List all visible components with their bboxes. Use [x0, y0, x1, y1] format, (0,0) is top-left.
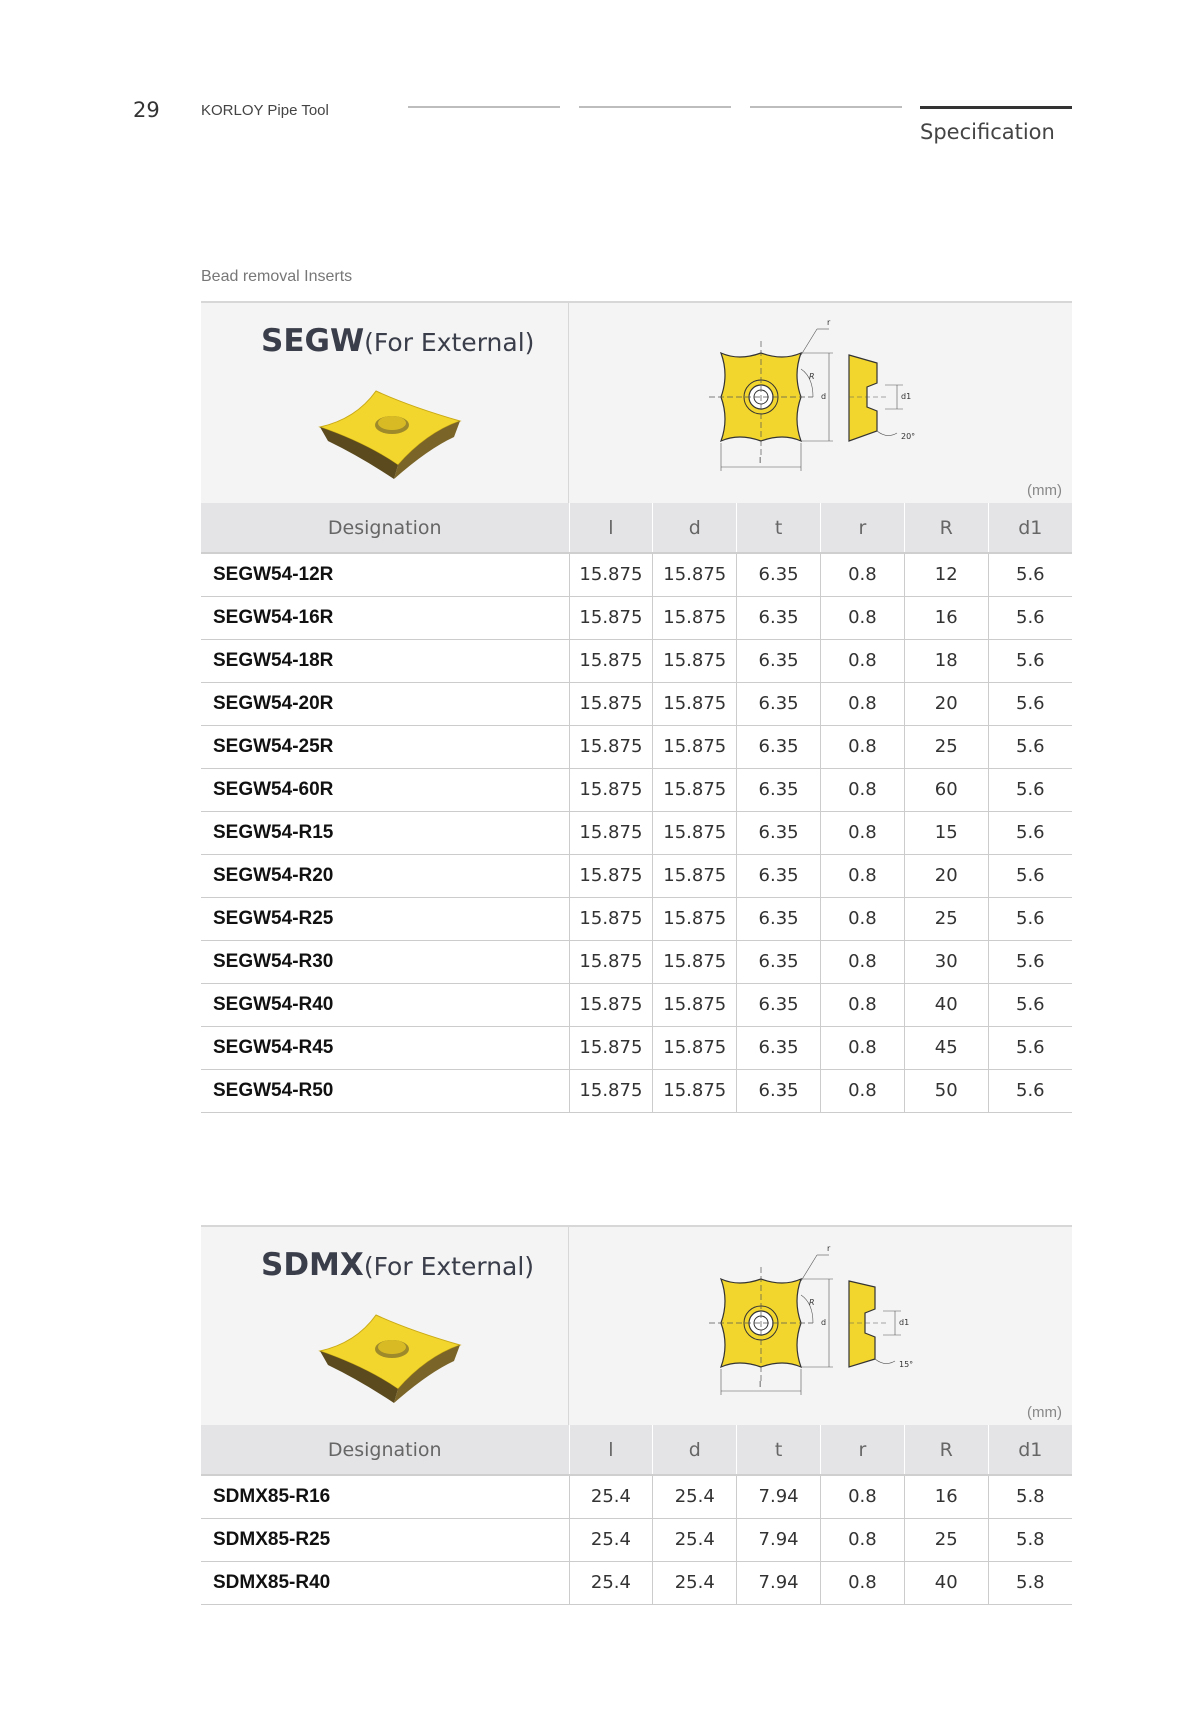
- column-header: Designation: [201, 503, 569, 553]
- value-cell: 15.875: [653, 596, 737, 639]
- value-cell: 6.35: [737, 897, 821, 940]
- table-row: [201, 1026, 1072, 1069]
- value-cell: 15.875: [569, 725, 653, 768]
- designation-cell: SDMX85-R16: [201, 1475, 569, 1518]
- table-row: [201, 854, 1072, 897]
- insert-image: [316, 383, 466, 493]
- value-cell: 15.875: [569, 854, 653, 897]
- value-cell: 0.8: [820, 940, 904, 983]
- value-cell: 6.35: [737, 682, 821, 725]
- table-row: [201, 553, 1072, 596]
- value-cell: 18: [904, 639, 988, 682]
- table-body: [201, 553, 1072, 1112]
- unit-label: (mm): [1027, 482, 1062, 499]
- value-cell: 15.875: [653, 639, 737, 682]
- value-cell: 25: [904, 1518, 988, 1561]
- product-segw: [201, 301, 1072, 1113]
- dim-label-R: R: [809, 1298, 815, 1307]
- product-info: [201, 303, 569, 503]
- value-cell: 25: [904, 897, 988, 940]
- value-cell: 15.875: [653, 1026, 737, 1069]
- value-cell: 5.6: [988, 725, 1072, 768]
- designation-cell: SEGW54-60R: [201, 768, 569, 811]
- product-suffix: (For External): [364, 328, 535, 357]
- value-cell: 0.8: [820, 596, 904, 639]
- value-cell: 5.6: [988, 768, 1072, 811]
- value-cell: 0.8: [820, 1475, 904, 1518]
- table-row: [201, 940, 1072, 983]
- technical-drawing: [709, 1239, 969, 1419]
- designation-cell: SEGW54-R15: [201, 811, 569, 854]
- value-cell: 7.94: [737, 1475, 821, 1518]
- technical-drawing-area: [569, 303, 1072, 503]
- value-cell: 15.875: [569, 639, 653, 682]
- table-row: [201, 1518, 1072, 1561]
- product-sdmx: [201, 1225, 1072, 1605]
- designation-cell: SEGW54-16R: [201, 596, 569, 639]
- dim-label-d: d: [821, 1318, 827, 1327]
- table-row: [201, 1069, 1072, 1112]
- value-cell: 0.8: [820, 897, 904, 940]
- value-cell: 15.875: [569, 983, 653, 1026]
- product-title: [261, 323, 534, 359]
- table-row: [201, 639, 1072, 682]
- designation-cell: SDMX85-R40: [201, 1561, 569, 1604]
- column-header: l: [569, 1425, 653, 1475]
- dim-label-r: r: [827, 1244, 831, 1253]
- value-cell: 6.35: [737, 854, 821, 897]
- dim-label-d1: d1: [901, 392, 912, 401]
- table-header-row: [201, 503, 1072, 553]
- column-header: l: [569, 503, 653, 553]
- value-cell: 0.8: [820, 1518, 904, 1561]
- dim-label-r: r: [827, 318, 831, 327]
- section-label: Bead removal Inserts: [201, 268, 353, 285]
- value-cell: 25: [904, 725, 988, 768]
- table-row: [201, 897, 1072, 940]
- value-cell: 5.8: [988, 1561, 1072, 1604]
- table-row: [201, 983, 1072, 1026]
- value-cell: 5.8: [988, 1475, 1072, 1518]
- table-row: [201, 725, 1072, 768]
- value-cell: 0.8: [820, 983, 904, 1026]
- product-title: [261, 1247, 534, 1283]
- nav-divider: [750, 106, 902, 108]
- dim-label-l: l: [759, 1380, 762, 1389]
- product-code: SDMX: [261, 1247, 364, 1283]
- value-cell: 25.4: [653, 1475, 737, 1518]
- spec-table: [201, 503, 1072, 1113]
- value-cell: 15.875: [653, 854, 737, 897]
- value-cell: 5.6: [988, 940, 1072, 983]
- value-cell: 15.875: [569, 553, 653, 596]
- table-row: [201, 682, 1072, 725]
- product-header: [201, 301, 1072, 503]
- column-header: r: [820, 503, 904, 553]
- value-cell: 25.4: [653, 1561, 737, 1604]
- unit-label: (mm): [1027, 1404, 1062, 1421]
- value-cell: 6.35: [737, 1026, 821, 1069]
- value-cell: 0.8: [820, 1561, 904, 1604]
- value-cell: 5.8: [988, 1518, 1072, 1561]
- value-cell: 5.6: [988, 639, 1072, 682]
- value-cell: 7.94: [737, 1518, 821, 1561]
- table-row: [201, 1475, 1072, 1518]
- table-row: [201, 811, 1072, 854]
- value-cell: 15.875: [653, 553, 737, 596]
- value-cell: 16: [904, 1475, 988, 1518]
- value-cell: 15.875: [569, 596, 653, 639]
- value-cell: 40: [904, 983, 988, 1026]
- value-cell: 20: [904, 854, 988, 897]
- column-header: t: [737, 1425, 821, 1475]
- value-cell: 15: [904, 811, 988, 854]
- value-cell: 15.875: [653, 983, 737, 1026]
- value-cell: 6.35: [737, 1069, 821, 1112]
- value-cell: 7.94: [737, 1561, 821, 1604]
- value-cell: 0.8: [820, 811, 904, 854]
- value-cell: 6.35: [737, 639, 821, 682]
- dim-label-d: d: [821, 392, 827, 401]
- table-row: [201, 596, 1072, 639]
- value-cell: 25.4: [569, 1561, 653, 1604]
- column-header: R: [904, 1425, 988, 1475]
- column-header: r: [820, 1425, 904, 1475]
- value-cell: 5.6: [988, 897, 1072, 940]
- value-cell: 5.6: [988, 811, 1072, 854]
- value-cell: 25.4: [569, 1518, 653, 1561]
- value-cell: 0.8: [820, 854, 904, 897]
- table-row: [201, 768, 1072, 811]
- column-header: d: [653, 503, 737, 553]
- nav-divider: [579, 106, 731, 108]
- technical-drawing: [709, 315, 969, 495]
- designation-cell: SEGW54-20R: [201, 682, 569, 725]
- value-cell: 0.8: [820, 1069, 904, 1112]
- value-cell: 0.8: [820, 768, 904, 811]
- designation-cell: SEGW54-R40: [201, 983, 569, 1026]
- value-cell: 6.35: [737, 725, 821, 768]
- value-cell: 5.6: [988, 854, 1072, 897]
- designation-cell: SEGW54-R50: [201, 1069, 569, 1112]
- column-header: d: [653, 1425, 737, 1475]
- insert-image: [316, 1307, 466, 1417]
- value-cell: 5.6: [988, 983, 1072, 1026]
- page-number: 29: [133, 98, 160, 122]
- value-cell: 60: [904, 768, 988, 811]
- value-cell: 0.8: [820, 553, 904, 596]
- product-info: [201, 1227, 569, 1425]
- designation-cell: SEGW54-R30: [201, 940, 569, 983]
- column-header: d1: [988, 503, 1072, 553]
- value-cell: 15.875: [653, 897, 737, 940]
- nav-divider-active: [920, 106, 1072, 109]
- designation-cell: SEGW54-R25: [201, 897, 569, 940]
- designation-cell: SEGW54-R45: [201, 1026, 569, 1069]
- value-cell: 30: [904, 940, 988, 983]
- table-row: [201, 1561, 1072, 1604]
- value-cell: 25.4: [653, 1518, 737, 1561]
- value-cell: 15.875: [653, 725, 737, 768]
- value-cell: 0.8: [820, 725, 904, 768]
- dim-label-angle: 15°: [899, 1360, 914, 1369]
- value-cell: 0.8: [820, 639, 904, 682]
- designation-cell: SEGW54-25R: [201, 725, 569, 768]
- value-cell: 0.8: [820, 682, 904, 725]
- value-cell: 50: [904, 1069, 988, 1112]
- table-body: [201, 1475, 1072, 1604]
- value-cell: 15.875: [653, 768, 737, 811]
- designation-cell: SEGW54-R20: [201, 854, 569, 897]
- product-suffix: (For External): [363, 1252, 535, 1281]
- brand-name: KORLOY Pipe Tool: [201, 102, 329, 119]
- value-cell: 15.875: [569, 682, 653, 725]
- nav-section-specification[interactable]: Specification: [920, 120, 1055, 144]
- value-cell: 15.875: [653, 1069, 737, 1112]
- value-cell: 6.35: [737, 596, 821, 639]
- value-cell: 12: [904, 553, 988, 596]
- dim-label-d1: d1: [899, 1318, 910, 1327]
- value-cell: 6.35: [737, 983, 821, 1026]
- value-cell: 15.875: [569, 811, 653, 854]
- value-cell: 5.6: [988, 596, 1072, 639]
- value-cell: 6.35: [737, 940, 821, 983]
- value-cell: 15.875: [653, 940, 737, 983]
- value-cell: 40: [904, 1561, 988, 1604]
- value-cell: 15.875: [569, 897, 653, 940]
- column-header: d1: [988, 1425, 1072, 1475]
- designation-cell: SDMX85-R25: [201, 1518, 569, 1561]
- nav-divider: [408, 106, 560, 108]
- dim-label-R: R: [809, 372, 815, 381]
- value-cell: 15.875: [569, 940, 653, 983]
- value-cell: 5.6: [988, 682, 1072, 725]
- dim-label-l: l: [759, 456, 762, 465]
- technical-drawing-area: [569, 1227, 1072, 1425]
- value-cell: 5.6: [988, 553, 1072, 596]
- column-header: R: [904, 503, 988, 553]
- value-cell: 45: [904, 1026, 988, 1069]
- value-cell: 15.875: [569, 1069, 653, 1112]
- value-cell: 6.35: [737, 811, 821, 854]
- column-header: t: [737, 503, 821, 553]
- value-cell: 6.35: [737, 768, 821, 811]
- value-cell: 15.875: [569, 1026, 653, 1069]
- value-cell: 5.6: [988, 1026, 1072, 1069]
- value-cell: 15.875: [653, 682, 737, 725]
- value-cell: 15.875: [653, 811, 737, 854]
- product-header: [201, 1225, 1072, 1425]
- table-header-row: [201, 1425, 1072, 1475]
- value-cell: 0.8: [820, 1026, 904, 1069]
- dim-label-angle: 20°: [901, 432, 916, 441]
- designation-cell: SEGW54-12R: [201, 553, 569, 596]
- spec-table: [201, 1425, 1072, 1605]
- value-cell: 5.6: [988, 1069, 1072, 1112]
- value-cell: 15.875: [569, 768, 653, 811]
- product-code: SEGW: [261, 323, 365, 359]
- value-cell: 16: [904, 596, 988, 639]
- column-header: Designation: [201, 1425, 569, 1475]
- value-cell: 6.35: [737, 553, 821, 596]
- designation-cell: SEGW54-18R: [201, 639, 569, 682]
- value-cell: 25.4: [569, 1475, 653, 1518]
- value-cell: 20: [904, 682, 988, 725]
